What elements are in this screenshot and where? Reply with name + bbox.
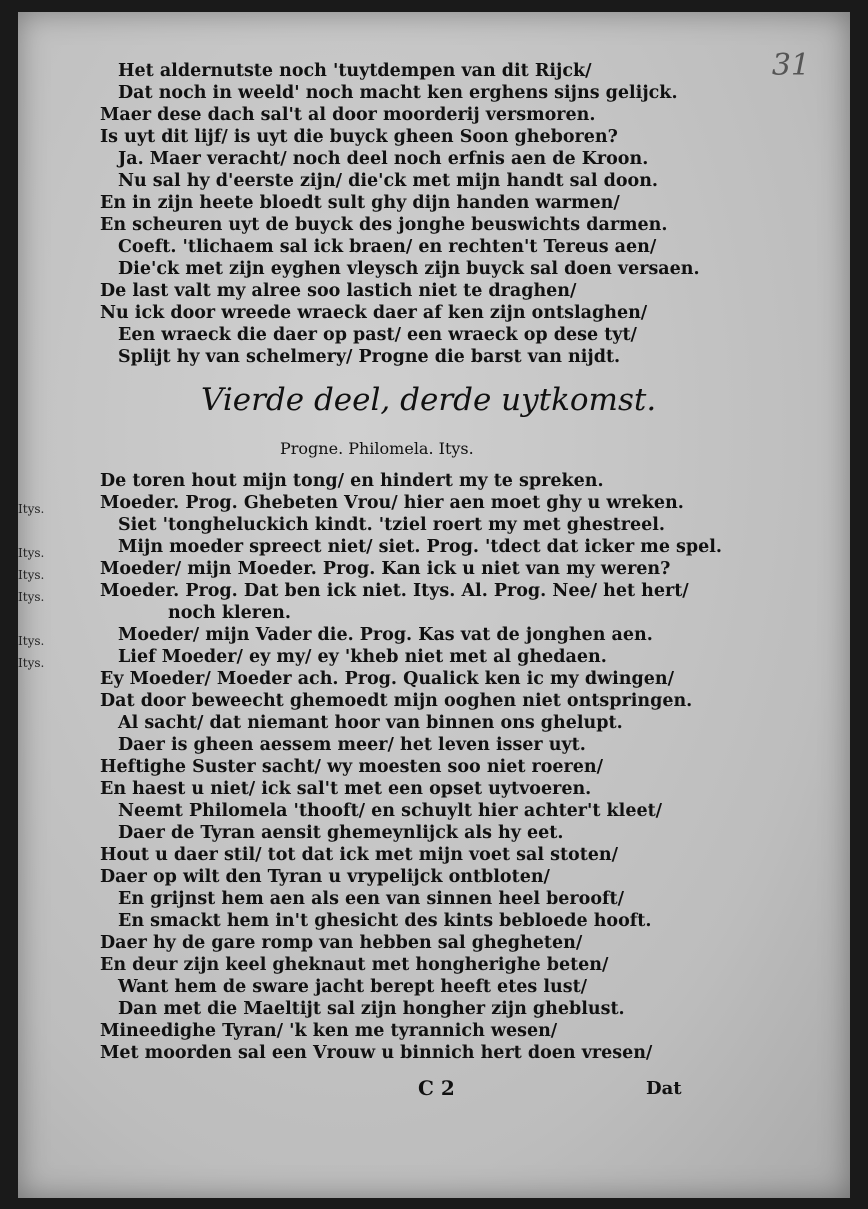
verse-line: Ja. Maer veracht/ noch deel noch erfnis aen de Kroon. xyxy=(118,149,649,169)
verse-line: Mineedighe Tyran/ 'k ken me tyrannich wesen/ xyxy=(100,1021,558,1041)
signature-mark: C 2 xyxy=(418,1076,455,1100)
verse-line: En scheuren uyt de buyck des jonghe beuswichts darmen. xyxy=(100,215,668,235)
verse-line: Neemt Philomela 'thooft/ en schuylt hier achter't kleet/ xyxy=(118,801,663,821)
verse-line: Moeder. Prog. Ghebeten Vrou/ hier aen moet ghy u wreken. xyxy=(100,493,684,513)
verse-line: Al sacht/ dat niemant hoor van binnen ons ghelupt. xyxy=(118,713,623,733)
verse-line: Daer hy de gare romp van hebben sal ghegheten/ xyxy=(100,933,583,953)
verse-line: Siet 'tongheluckich kindt. 'tziel roert my met ghestreel. xyxy=(118,515,665,535)
margin-speaker-label: Itys. xyxy=(18,546,45,560)
section-heading: Vierde deel, derde uytkomst. xyxy=(201,382,657,418)
book-page xyxy=(18,12,850,1198)
catchword: Dat xyxy=(646,1078,682,1099)
margin-speaker-label: Itys. xyxy=(18,502,45,516)
verse-block-dialogue xyxy=(18,470,850,1064)
verse-line: En smackt hem in't ghesicht des kints bebloede hooft. xyxy=(118,911,652,931)
verse-line: Splijt hy van schelmery/ Progne die barst van nijdt. xyxy=(118,347,621,367)
verse-block-top xyxy=(18,60,850,368)
verse-line: Het aldernutste noch 'tuytdempen van dit Rijck/ xyxy=(118,61,592,81)
verse-line: Met moorden sal een Vrouw u binnich hert doen vresen/ xyxy=(100,1043,653,1063)
verse-line: Daer de Tyran aensit ghemeynlijck als hy eet. xyxy=(118,823,564,843)
verse-line: Moeder/ mijn Moeder. Prog. Kan ick u niet van my weren? xyxy=(100,559,671,579)
verse-line: Ey Moeder/ Moeder ach. Prog. Qualick ken ic my dwingen/ xyxy=(100,669,674,689)
verse-line: En in zijn heete bloedt sult ghy dijn handen warmen/ xyxy=(100,193,620,213)
verse-line: En grijnst hem aen als een van sinnen heel berooft/ xyxy=(118,889,625,909)
margin-speaker-label: Itys. xyxy=(18,634,45,648)
verse-line: En deur zijn keel gheknaut met hongherighe beten/ xyxy=(100,955,609,975)
verse-line: Lief Moeder/ ey my/ ey 'kheb niet met al ghedaen. xyxy=(118,647,607,667)
verse-line: Moeder/ mijn Vader die. Prog. Kas vat de jonghen aen. xyxy=(118,625,653,645)
verse-line: Dat door beweecht ghemoedt mijn ooghen niet ontspringen. xyxy=(100,691,693,711)
dramatis-personae: Progne. Philomela. Itys. xyxy=(280,439,474,458)
verse-line: Dat noch in weeld' noch macht ken erghens sijns gelijck. xyxy=(118,83,678,103)
verse-line: Moeder. Prog. Dat ben ick niet. Itys. Al. Prog. Nee/ het hert/ xyxy=(100,581,689,601)
verse-line: Coeft. 'tlichaem sal ick braen/ en rechten't Tereus aen/ xyxy=(118,237,657,257)
verse-line: Die'ck met zijn eyghen vleysch zijn buyck sal doen versaen. xyxy=(118,259,700,279)
verse-line: Nu ick door wreede wraeck daer af ken zijn ontslaghen/ xyxy=(100,303,648,323)
page-number: 31 xyxy=(771,48,810,83)
verse-line: Een wraeck die daer op past/ een wraeck op dese tyt/ xyxy=(118,325,637,345)
verse-line: Heftighe Suster sacht/ wy moesten soo niet roeren/ xyxy=(100,757,603,777)
verse-line: Maer dese dach sal't al door moorderij versmoren. xyxy=(100,105,596,125)
verse-line: Mijn moeder spreect niet/ siet. Prog. 'tdect dat icker me spel. xyxy=(118,537,723,557)
verse-line: noch kleren. xyxy=(168,603,291,623)
margin-speaker-label: Itys. xyxy=(18,590,45,604)
verse-line: Nu sal hy d'eerste zijn/ die'ck met mijn handt sal doon. xyxy=(118,171,659,191)
verse-line: Hout u daer stil/ tot dat ick met mijn voet sal stoten/ xyxy=(100,845,619,865)
verse-line: De toren hout mijn tong/ en hindert my te spreken. xyxy=(100,471,604,491)
verse-line: Daer is gheen aessem meer/ het leven isser uyt. xyxy=(118,735,586,755)
verse-line: Want hem de sware jacht berept heeft etes lust/ xyxy=(118,977,588,997)
verse-line: Is uyt dit lijf/ is uyt die buyck gheen Soon gheboren? xyxy=(100,127,618,147)
verse-line: Daer op wilt den Tyran u vrypelijck ontbloten/ xyxy=(100,867,550,887)
verse-line: De last valt my alree soo lastich niet te draghen/ xyxy=(100,281,577,301)
margin-speaker-label: Itys. xyxy=(18,568,45,582)
verse-line: Dan met die Maeltijt sal zijn hongher zijn gheblust. xyxy=(118,999,625,1019)
verse-line: En haest u niet/ ick sal't met een opset uytvoeren. xyxy=(100,779,592,799)
margin-speaker-label: Itys. xyxy=(18,656,45,670)
